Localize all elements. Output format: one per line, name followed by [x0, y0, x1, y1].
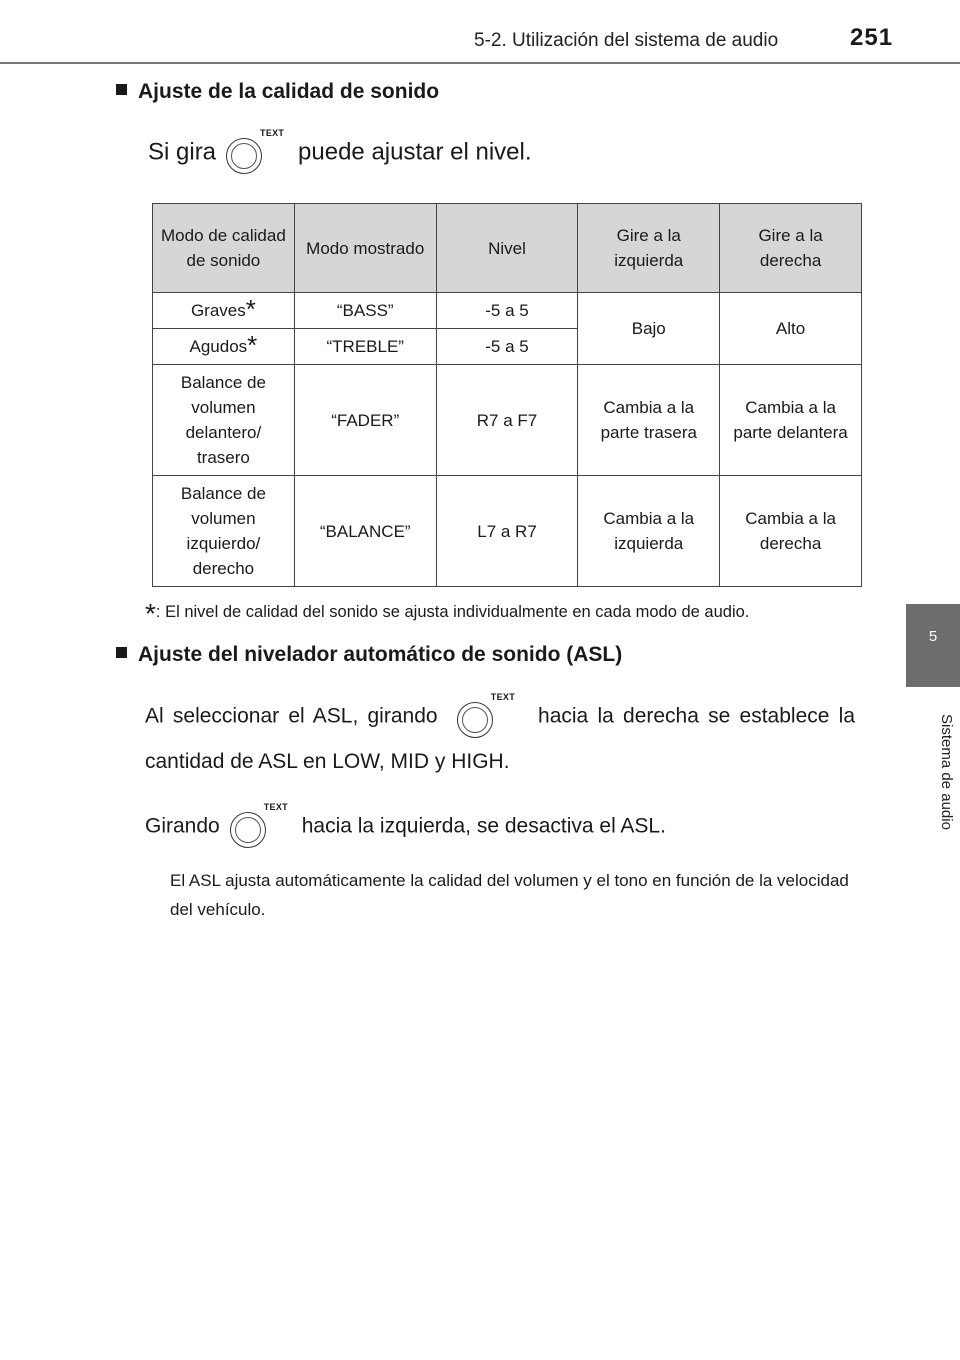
cell-left: Cambia a la parte trasera — [578, 365, 720, 476]
section-title: 5-2. Utilización del sistema de audio — [474, 30, 779, 51]
cell-level: R7 a F7 — [436, 365, 578, 476]
table-row — [153, 476, 862, 587]
chapter-number: 5 — [928, 628, 938, 645]
header-left: Gire a la izquierda — [578, 204, 720, 293]
tune-knob-icon: TEXT — [230, 806, 292, 848]
cell-mode: Agudos* — [153, 329, 295, 365]
cell-mode: Balance de volumen delantero/ trasero — [153, 365, 295, 476]
cell-left-shared: Bajo — [578, 293, 720, 365]
cell-left: Cambia a la izquierda — [578, 476, 720, 587]
table-row — [153, 293, 862, 329]
header-display: Modo mostrado — [294, 204, 436, 293]
section-heading-asl: Ajuste del nivelador automático de sonido (ASL) — [116, 643, 622, 667]
section-heading-sound-quality: Ajuste de la calidad de sonido — [116, 80, 439, 104]
cell-mode: Graves* — [153, 293, 295, 329]
cell-level: -5 a 5 — [436, 329, 578, 365]
square-bullet-icon — [116, 84, 127, 95]
cell-display: “BASS” — [294, 293, 436, 329]
square-bullet-icon — [116, 647, 127, 658]
cell-display: “FADER” — [294, 365, 436, 476]
table-footnote: *: El nivel de calidad del sonido se ajusta individualmente en cada modo de audio. — [145, 598, 750, 629]
table-header-row — [153, 204, 862, 293]
tune-knob-icon: TEXT — [457, 696, 519, 738]
header-divider — [0, 62, 960, 64]
cell-right: Cambia a la derecha — [720, 476, 862, 587]
cell-display: “BALANCE” — [294, 476, 436, 587]
cell-level: -5 a 5 — [436, 293, 578, 329]
table-row — [153, 365, 862, 476]
header-right: Gire a la derecha — [720, 204, 862, 293]
asl-paragraph-1: Al seleccionar el ASL, girando TEXT hacia la derecha se establece la — [145, 696, 855, 738]
page-number: 251 — [850, 24, 894, 51]
cell-display: “TREBLE” — [294, 329, 436, 365]
tune-knob-icon: TEXT — [226, 132, 288, 174]
page-header — [0, 0, 960, 51]
asl-paragraph-1-line-2: cantidad de ASL en LOW, MID y HIGH. — [145, 750, 510, 773]
chapter-tab — [906, 604, 960, 687]
cell-level: L7 a R7 — [436, 476, 578, 587]
cell-right: Cambia a la parte delantera — [720, 365, 862, 476]
chapter-label: Sistema de audio — [938, 714, 955, 830]
cell-mode: Balance de volumen izquierdo/ derecho — [153, 476, 295, 587]
intro-line: Si gira TEXT puede ajustar el nivel. — [148, 132, 532, 174]
asl-paragraph-2: Girando TEXT hacia la izquierda, se desactiva el ASL. — [145, 806, 666, 848]
cell-right-shared: Alto — [720, 293, 862, 365]
header-level: Nivel — [436, 204, 578, 293]
asl-note: El ASL ajusta automáticamente la calidad del volumen y el tono en función de la velocidad del vehículo. — [170, 871, 849, 919]
sound-settings-table — [152, 203, 862, 587]
header-mode: Modo de calidad de sonido — [153, 204, 295, 293]
